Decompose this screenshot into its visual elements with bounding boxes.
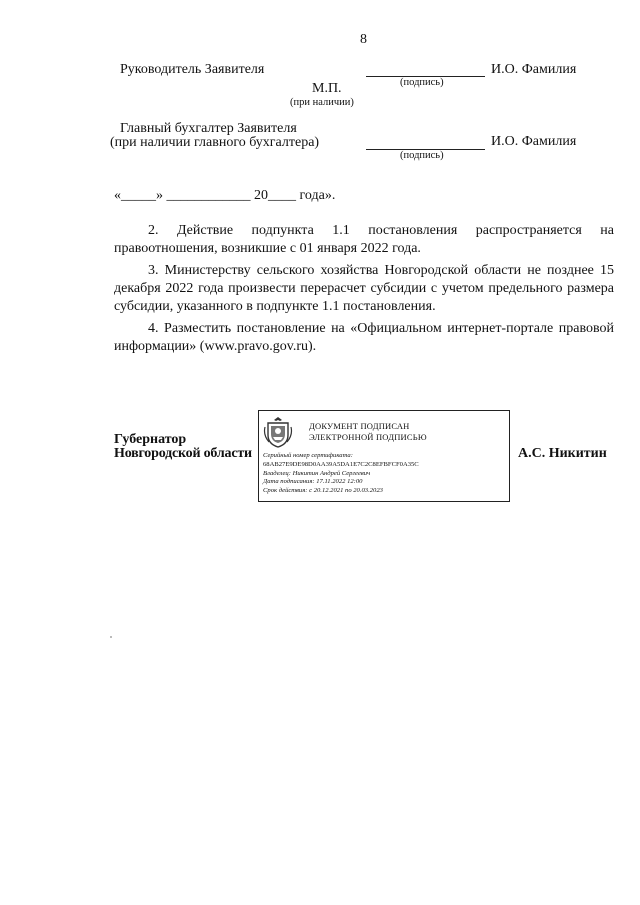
- cert-validity: Срок действия: с 20.12.2021 по 20.03.2023: [263, 487, 383, 495]
- chief-accountant-name: И.О. Фамилия: [491, 134, 577, 149]
- electronic-signature-stamp: [258, 410, 510, 502]
- paragraph-2: [114, 222, 614, 258]
- chief-accountant-note: (при наличии главного бухгалтера): [110, 135, 320, 150]
- chief-accountant-label: Главный бухгалтер Заявителя: [120, 121, 297, 136]
- date-line: «_____» ____________ 20____ года».: [114, 188, 336, 203]
- governor-title-line2: Новгородской области: [114, 446, 252, 461]
- chief-accountant-sign-caption: (подпись): [400, 150, 444, 161]
- paragraph-3: [114, 262, 614, 316]
- applicant-head-label: Руководитель Заявителя: [120, 62, 265, 77]
- cert-signed-date: Дата подписания: 17.11.2022 12:00: [263, 478, 363, 486]
- paragraph-4-text: 4. Разместить постановление на «Официальном интернет-портале правовой информации» (www.pravo.gov.ru).: [114, 321, 614, 354]
- seal-note: (при наличии): [290, 97, 354, 108]
- paragraph-4: [114, 320, 614, 356]
- cert-serial-value: 68AB27E9DE98D0AA39A5DA1E7C2C8EFBFCF0A35C: [263, 460, 419, 468]
- governor-name: А.С. Никитин: [518, 446, 607, 461]
- stamp-details: [263, 452, 419, 496]
- coat-of-arms-icon: [263, 415, 293, 449]
- paragraph-3-text: 3. Министерству сельского хозяйства Новгородской области не позднее 15 декабря 2022 года произвести перерасчет субсидии с учетом предельного размера субсидии, указанного в подпункте 1.1 постановления.: [114, 263, 614, 314]
- scan-speck: [110, 636, 112, 638]
- cert-serial-label: Серийный номер сертификата:: [263, 452, 353, 459]
- stamp-header-line1: ДОКУМЕНТ ПОДПИСАН: [309, 421, 410, 431]
- seal-mark: М.П.: [312, 81, 342, 96]
- applicant-head-sign-caption: (подпись): [400, 77, 444, 88]
- cert-owner: Владелец: Никитин Андрей Сергеевич: [263, 469, 371, 477]
- page-number: 8: [360, 32, 367, 47]
- paragraph-2-text: 2. Действие подпункта 1.1 постановления распространяется на правоотношения, возникшие с 01 января 2022 года.: [114, 223, 614, 256]
- stamp-header-line2: ЭЛЕКТРОННОЙ ПОДПИСЬЮ: [309, 432, 427, 442]
- governor-title-line1: Губернатор: [114, 432, 187, 447]
- stamp-header: [309, 421, 427, 443]
- applicant-head-name: И.О. Фамилия: [491, 62, 577, 77]
